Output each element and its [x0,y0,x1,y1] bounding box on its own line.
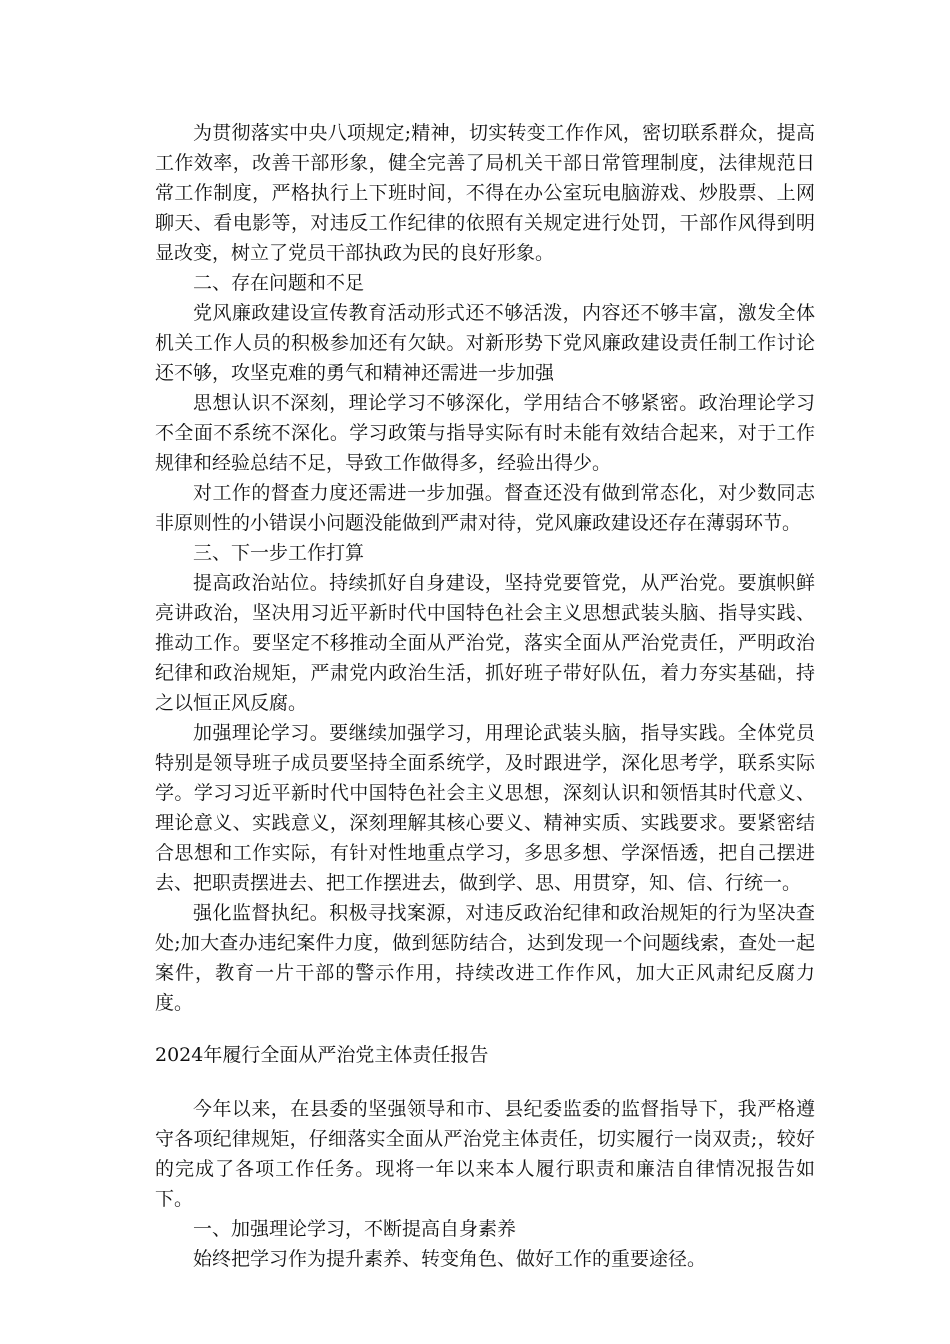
paragraph-intro: 为贯彻落实中央八项规定;精神，切实转变工作作风，密切联系群众，提高工作效率，改善干部形象，健全完善了局机关干部日常管理制度，法律规范日常工作制度，严格执行上下班时间，不得在办公室玩电脑游戏、炒股票、上网聊天、看电影等，对违反工作纪律的依照有关规定进行处罚，干部作风得到明显改变，树立了党员干部执政为民的良好形象。 [155,122,815,264]
paragraph-problem-3: 对工作的督查力度还需进一步加强。督查还没有做到常态化，对少数同志非原则性的小错误小问题没能做到严肃对待，党风廉政建设还存在薄弱环节。 [155,482,815,534]
paragraph-study: 始终把学习作为提升素养、转变角色、做好工作的重要途径。 [193,1248,707,1270]
section-heading-next-steps: 三、下一步工作打算 [193,542,365,564]
section-heading-study: 一、加强理论学习，不断提高自身素养 [193,1218,517,1240]
paragraph-report-intro: 今年以来，在县委的坚强领导和市、县纪委监委的监督指导下，我严格遵守各项纪律规矩，仔细落实全面从严治党主体责任，切实履行一岗双责;，较好的完成了各项工作任务。现将一年以来本人履行职责和廉洁自律情况报告如下。 [155,1098,815,1210]
report-title: 2024年履行全面从严治党主体责任报告 [155,1044,489,1066]
paragraph-plan-2: 加强理论学习。要继续加强学习，用理论武装头脑，指导实践。全体党员特别是领导班子成员要坚持全面系统学，及时跟进学，深化思考学，联系实际学。学习习近平新时代中国特色社会主义思想，深刻认识和领悟其时代意义、理论意义、实践意义，深刻理解其核心要义、精神实质、实践要求。要紧密结合思想和工作实际，有针对性地重点学习，多思多想、学深悟透，把自己摆进去、把职责摆进去、把工作摆进去，做到学、思、用贯穿，知、信、行统一。 [155,722,815,894]
paragraph-problem-1: 党风廉政建设宣传教育活动形式还不够活泼，内容还不够丰富，激发全体机关工作人员的积极参加还有欠缺。对新形势下党风廉政建设责任制工作讨论还不够，攻坚克难的勇气和精神还需进一步加强 [155,302,815,384]
paragraph-problem-2: 思想认识不深刻，理论学习不够深化，学用结合不够紧密。政治理论学习不全面不系统不深化。学习政策与指导实际有时未能有效结合起来，对于工作规律和经验总结不足，导致工作做得多，经验出得少。 [155,392,815,474]
paragraph-plan-1: 提高政治站位。持续抓好自身建设，坚持党要管党，从严治党。要旗帜鲜亮讲政治，坚决用习近平新时代中国特色社会主义思想武装头脑、指导实践、推动工作。要坚定不移推动全面从严治党，落实全面从严治党责任，严明政治纪律和政治规矩，严肃党内政治生活，抓好班子带好队伍，着力夯实基础，持之以恒正风反腐。 [155,572,815,714]
section-heading-problems: 二、存在问题和不足 [193,272,365,294]
document-body [155,118,815,1274]
paragraph-plan-3: 强化监督执纪。积极寻找案源，对违反政治纪律和政治规矩的行为坚决查处;加大查办违纪案件力度，做到惩防结合，达到发现一个问题线索，查处一起案件，教育一片干部的警示作用，持续改进工作作风，加大正风肃纪反腐力度。 [155,902,815,1014]
